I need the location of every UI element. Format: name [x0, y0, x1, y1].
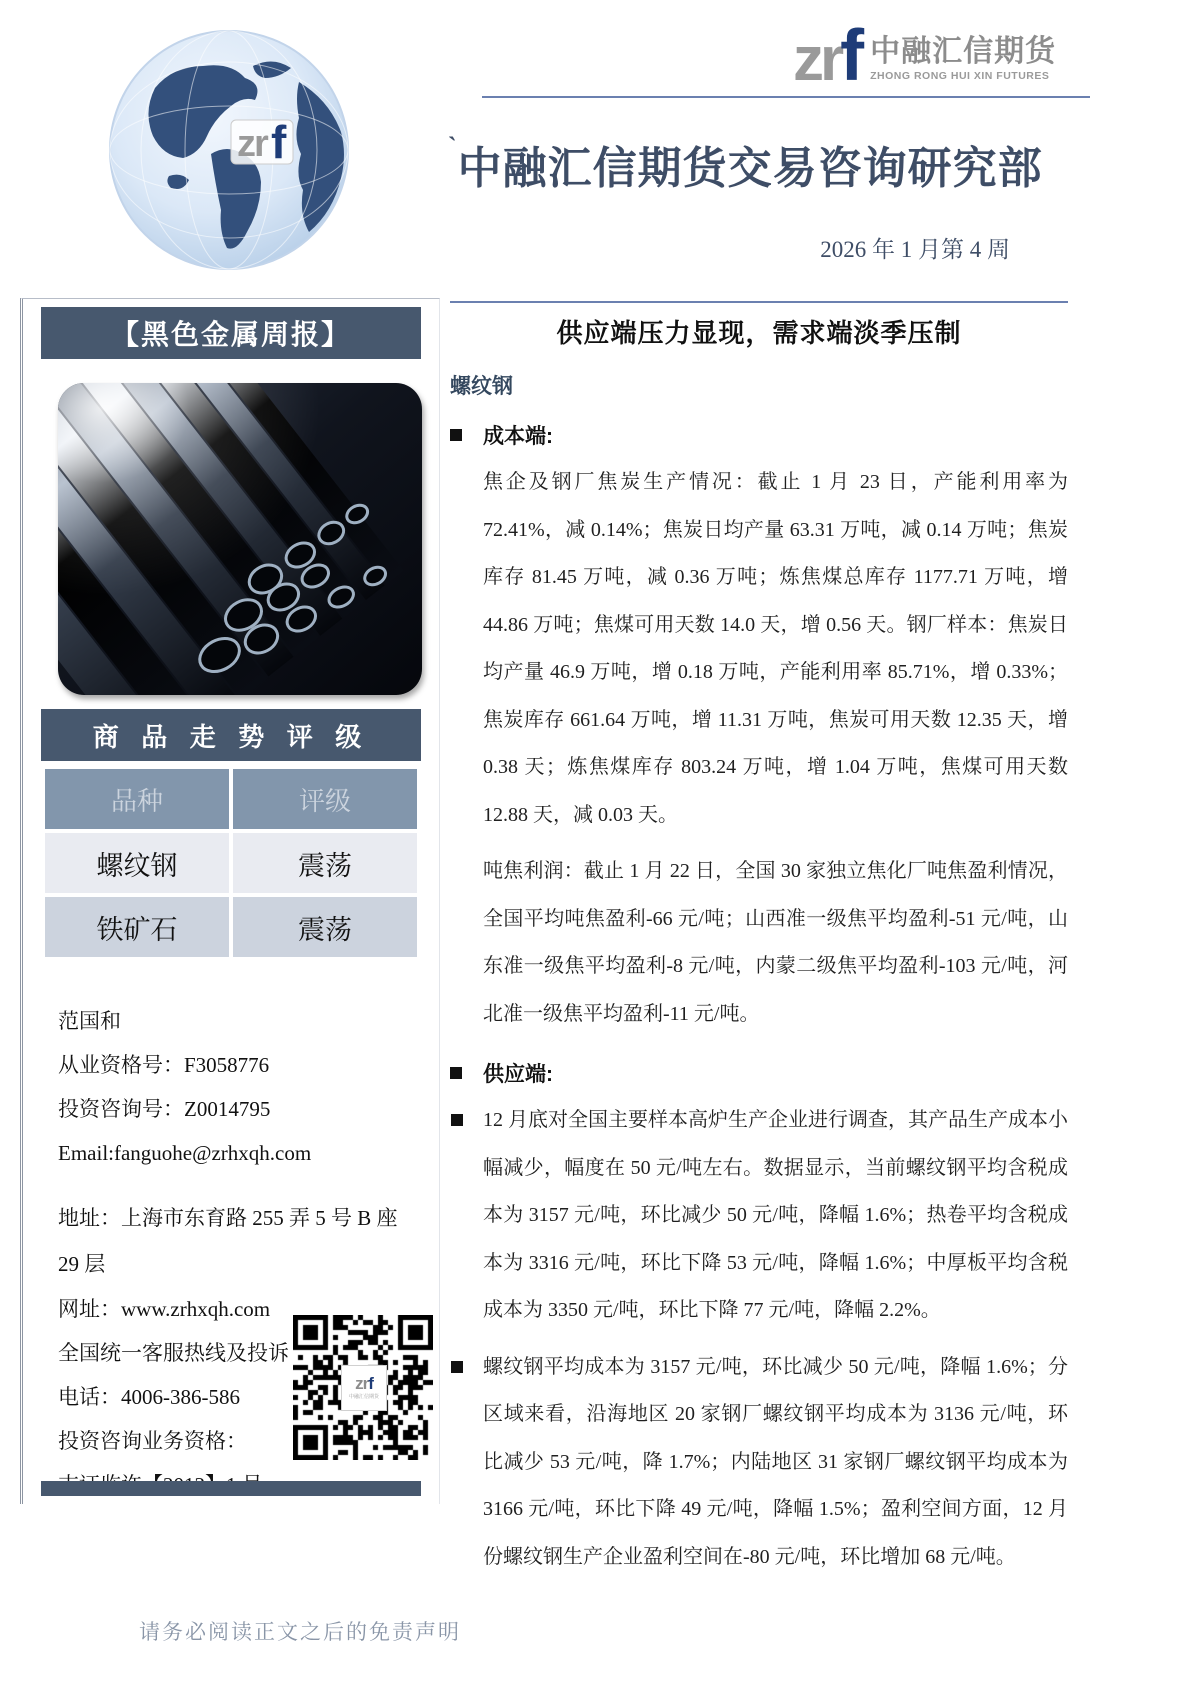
company-website: 网址：www.zrhxqh.com	[58, 1297, 271, 1321]
rating-col-rating: 评级	[233, 769, 417, 829]
report-headline: 供应端压力显现，需求端淡季压制	[556, 318, 962, 348]
globe-logo-icon	[103, 26, 355, 274]
supply-side-label: 供应端:	[483, 1063, 553, 1086]
headline-divider	[450, 301, 1068, 303]
variety-cell: 螺纹钢	[45, 833, 229, 893]
disclaimer-note: 请务必阅读正文之后的免责声明	[139, 1620, 461, 1644]
document-title: `中融汇信期货交易咨询研究部	[448, 132, 1043, 193]
report-date: 2026 年 1 月第 4 周	[820, 237, 1010, 262]
supply-side-heading	[450, 1058, 1068, 1088]
analyst-block	[58, 999, 419, 1175]
rating-cell: 震荡	[233, 833, 417, 893]
analyst-email: Email:fanguohe@zrhxqh.com	[58, 1141, 312, 1165]
bullet-square-icon	[451, 1361, 463, 1373]
company-name-cn: 中融汇信期货	[870, 35, 1057, 68]
table-row	[45, 897, 417, 957]
hotline-phone: 电话：4006-386-586	[58, 1385, 240, 1409]
qr-code	[293, 1315, 433, 1460]
company-logo	[793, 16, 1057, 96]
bullet-square-icon	[450, 429, 462, 441]
cost-paragraph-profit: 吨焦利润：截止 1 月 22 日，全国 30 家独立焦化厂吨焦盈利情况，全国平均吨焦盈利-66 元/吨；山西准一级焦平均盈利-51 元/吨，山东准一级焦平均盈利-8 元/吨，内蒙二级焦平均盈利-103 元/吨，河北准一级焦平均盈利-11 元/吨。	[483, 860, 1068, 1025]
svg-text:zr: zr	[237, 123, 267, 165]
hotline-label: 全国统一客服热线及投诉	[58, 1341, 289, 1365]
zrf-logo-icon: zrf	[793, 16, 861, 96]
section-title-rebar: 螺纹钢	[450, 375, 513, 398]
rating-col-variety: 品种	[45, 769, 229, 829]
main-content	[450, 301, 1068, 1581]
sidebar-bottom-bar	[41, 1481, 421, 1496]
variety-cell: 铁矿石	[45, 897, 229, 957]
company-name-en: ZHONG RONG HUI XIN FUTURES	[870, 70, 1050, 82]
cost-side-heading	[450, 420, 1068, 450]
cost-paragraph-production: 焦企及钢厂焦炭生产情况：截止 1 月 23 日，产能利用率为 72.41%，减 0.14%；焦炭日均产量 63.31 万吨，减 0.14 万吨；焦炭库存 81.45 万吨，减 0.36 万吨；炼焦煤总库存 1177.71 万吨，增 44.86 万吨；焦煤可用天数 14.0 天，增 0.56 天。钢厂样本：焦炭日均产量 46.9 万吨，增 0.18 万吨，产能利用率 85.71%，增 0.33%；焦炭库存 661.64 万吨，增 11.31 万吨，焦炭可用天数 12.35 天，增 0.38 天；炼焦煤库存 803.24 万吨，增 1.04 万吨，焦煤可用天数 12.88 天，减 0.03 天。	[483, 471, 1068, 826]
weekly-report-banner: 【黑色金属周报】	[41, 307, 421, 359]
bullet-square-icon	[450, 1067, 462, 1079]
table-row	[45, 833, 417, 893]
analyst-advisory-no: 投资咨询号：Z0014795	[58, 1097, 271, 1121]
sidebar	[20, 298, 440, 1504]
cost-side-label: 成本端:	[483, 425, 553, 448]
analyst-name: 范国和	[58, 1009, 121, 1033]
license-label: 投资咨询业务资格：	[58, 1429, 247, 1453]
logo-divider	[482, 96, 1090, 98]
rating-table-title: 商 品 走 势 评 级	[41, 709, 421, 761]
rating-header-row	[45, 769, 417, 829]
commodity-rating-table	[41, 765, 421, 961]
analyst-qualification: 从业资格号：F3058776	[58, 1053, 270, 1077]
supply-paragraph-cost: 螺纹钢平均成本为 3157 元/吨，环比减少 50 元/吨，降幅 1.6%；分区域来看，沿海地区 20 家钢厂螺纹钢平均成本为 3136 元/吨，环比减少 53 元/吨，降 1.7%；内陆地区 31 家钢厂螺纹钢平均成本为 3166 元/吨，环比下降 49 元/吨，降幅 1.5%；盈利空间方面，12 月份螺纹钢生产企业盈利空间在-80 元/吨，环比增加 68 元/吨。	[450, 1344, 1068, 1582]
rating-cell: 震荡	[233, 897, 417, 957]
steel-pipes-image	[58, 383, 422, 695]
qr-center-logo-icon: zrf 中融汇信期货	[341, 1365, 387, 1411]
supply-paragraph-survey: 12 月底对全国主要样本高炉生产企业进行调查，其产品生产成本小幅减少，幅度在 50 元/吨左右。数据显示，当前螺纹钢平均含税成本为 3157 元/吨，环比减少 50 元/吨，降幅 1.6%；热卷平均含税成本为 3316 元/吨，环比下降 53 元/吨，降幅 1.6%；中厚板平均含税成本为 3350 元/吨，环比下降 77 元/吨，降幅 2.2%。	[450, 1097, 1068, 1335]
company-address: 地址：上海市东育路 255 弄 5 号 B 座 29 层	[58, 1206, 398, 1276]
svg-text:f: f	[271, 116, 287, 168]
bullet-square-icon	[451, 1114, 463, 1126]
